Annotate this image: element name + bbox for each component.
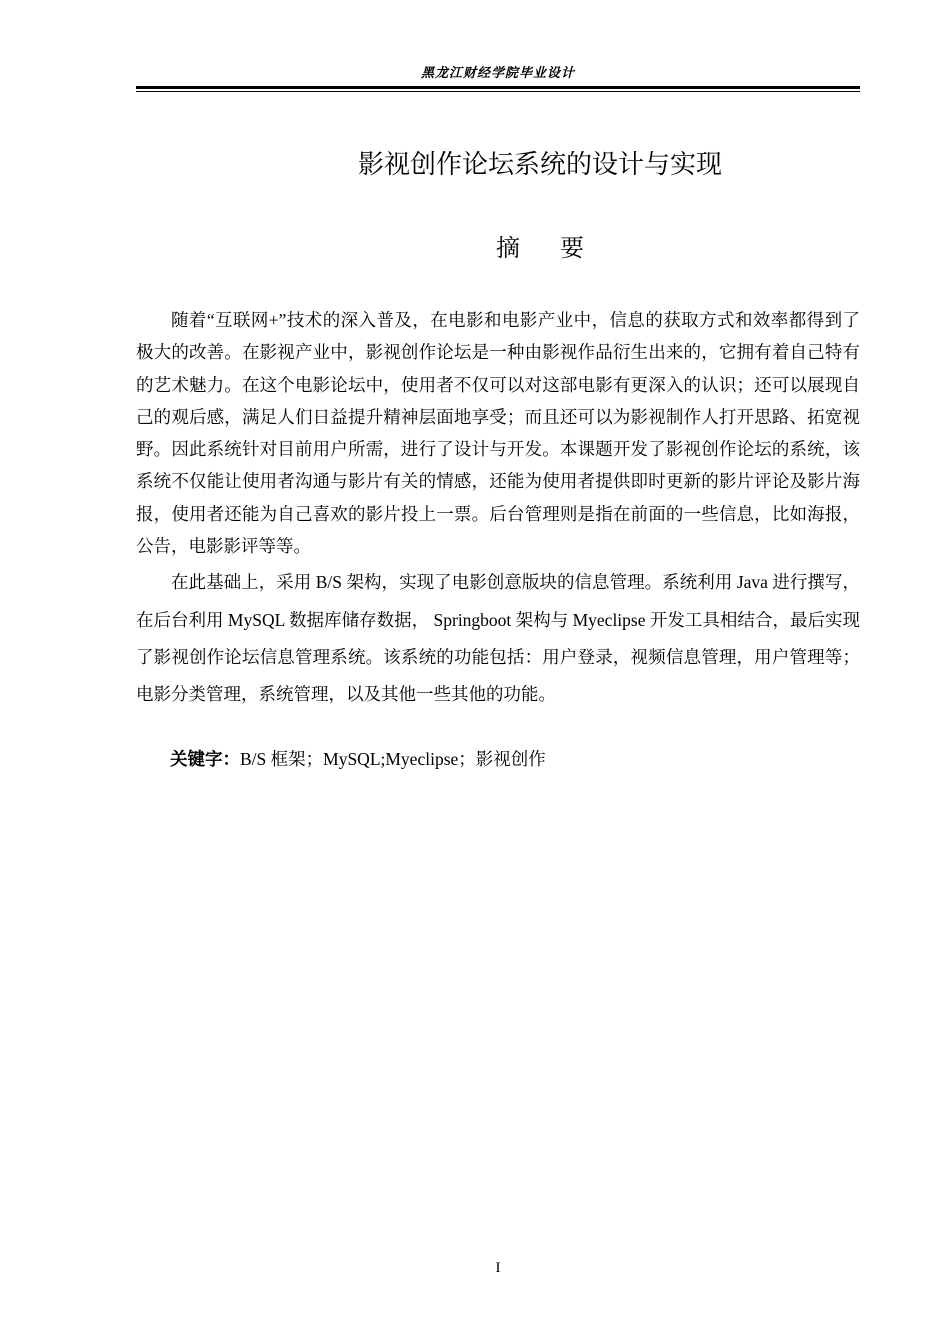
keywords-label: 关键字： xyxy=(170,750,240,770)
header-rule-thick xyxy=(136,86,860,89)
page-header: 黑龙江财经学院毕业设计 xyxy=(420,66,575,81)
abstract-paragraph-1: 随着“互联网+”技术的深入普及，在电影和电影产业中，信息的获取方式和效率都得到了极大的改善。在影视产业中，影视创作论坛是一种由影视作品衍生出来的，它拥有着自己特有的艺术魅力。在这个电影论坛中，使用者不仅可以对这部电影有更深入的认识；还可以展现自己的观后感，满足人们日益提升精神层面地享受；而且还可以为影视制作人打开思路、拓宽视野。因此系统针对目前用户所需，进行了设计与开发。本课题开发了影视创作论坛的系统，该系统不仅能让使用者沟通与影片有关的情感，还能为使用者提供即时更新的影片评论及影片海报，使用者还能为自己喜欢的影片投上一票。后台管理则是指在前面的一些信息，比如海报，公告，电影影评等等。 xyxy=(136,310,860,557)
abstract-paragraph-2: 在此基础上，采用 B/S 架构，实现了电影创意版块的信息管理。系统利用 Java 进行撰写，在后台利用 MySQL 数据库储存数据， Springboot 架构与 Myeclipse 开发工具相结合，最后实现了影视创作论坛信息管理系统。该系统的功能包括：用户登录，视频信息管理，用户管理等；电影分类管理，系统管理，以及其他一些其他的功能。 xyxy=(136,572,860,704)
keywords-value: B/S 框架；MySQL;Myeclipse；影视创作 xyxy=(240,749,546,769)
page-number: I xyxy=(495,1260,501,1276)
document-title: 影视创作论坛系统的设计与实现 xyxy=(357,150,722,180)
keywords-line xyxy=(170,744,546,775)
abstract-body xyxy=(136,304,860,713)
abstract-heading: 摘要 xyxy=(496,234,624,262)
header-rule-thin xyxy=(136,91,860,92)
